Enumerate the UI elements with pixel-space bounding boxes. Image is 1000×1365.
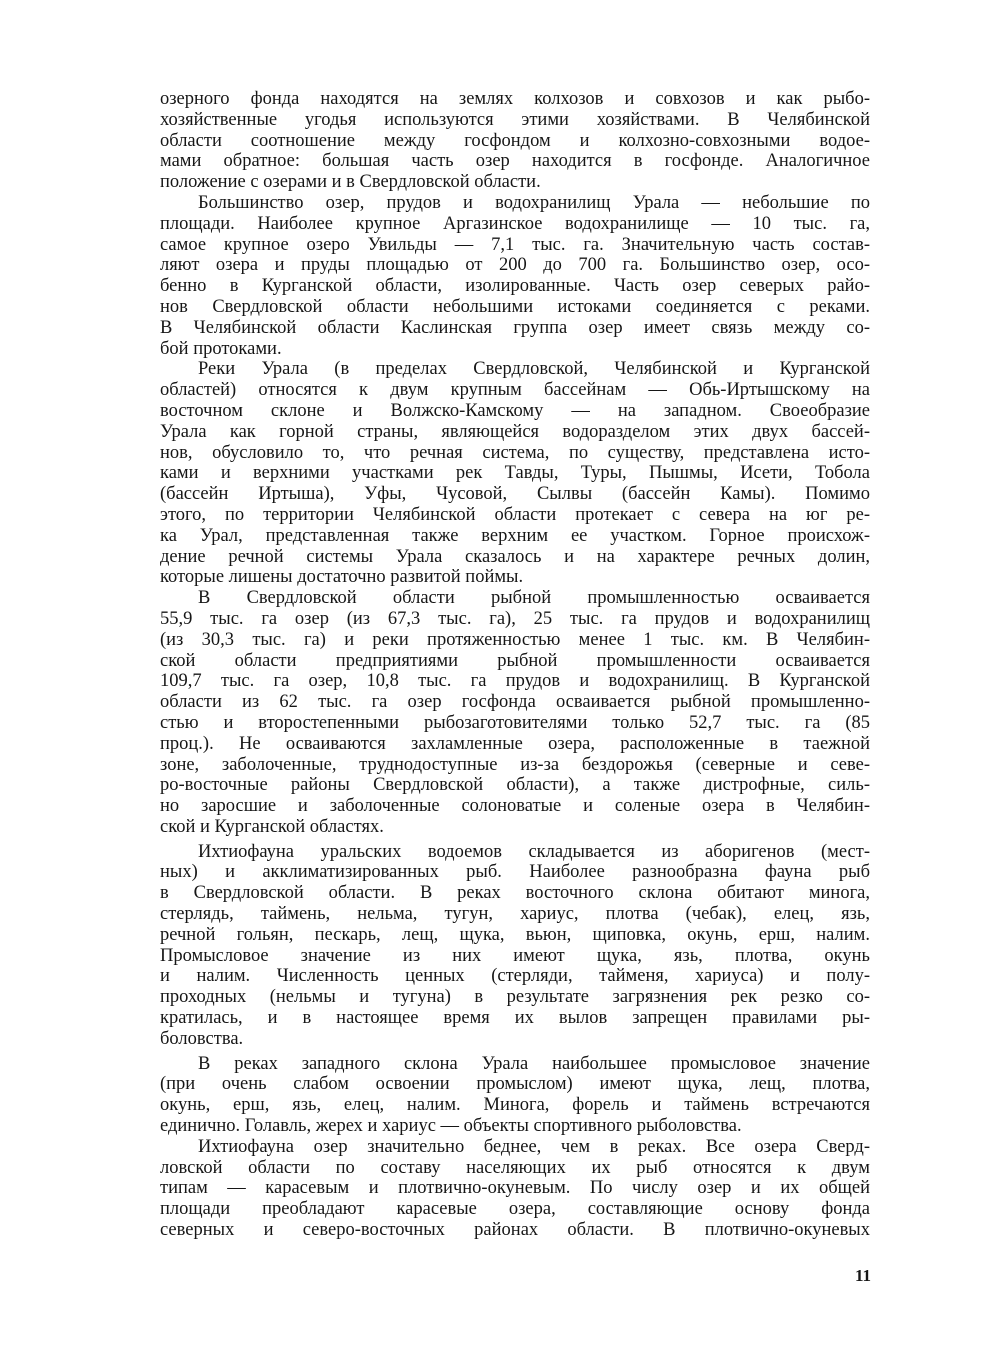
text-line: 109,7 тыс. га озер, 10,8 тыс. га прудов и водохранилищ. В Курганской	[160, 671, 870, 692]
text-line: Урала как горной страны, являющейся водоразделом этих двух бассей-	[160, 421, 870, 442]
page-number: 11	[855, 1266, 872, 1285]
text-line: Большинство озер, прудов и водохранилищ Урала — небольшие по	[198, 192, 870, 213]
text-line: кратилась, и в настоящее время их вылов запрещен правилами ры-	[160, 1008, 870, 1029]
text-line: восточном склоне и Волжско-Камскому — на западном. Своеобразие	[160, 400, 870, 421]
text-line: мами обратное: большая часть озер находится в госфонде. Аналогичное	[160, 151, 870, 172]
text-line: этого, по территории Челябинской области протекает с севера на юг ре-	[160, 504, 870, 525]
text-line: стерлядь, таймень, нельма, тугун, хариус, плотва (чебак), елец, язь,	[160, 904, 870, 925]
text-line: В Свердловской области рыбной промышленностью осваивается	[198, 588, 870, 609]
paragraph	[160, 359, 870, 588]
text-line: но заросшие и заболоченные солоноватые и соленые озера в Челябин-	[160, 796, 870, 817]
text-line: северных и северо-восточных районах области. В плотвично-окуневых	[160, 1220, 870, 1241]
paragraph	[160, 1054, 870, 1137]
text-line: Промысловое значение из них имеют щука, язь, плотва, окунь	[160, 945, 870, 966]
text-line: Ихтиофауна уральских водоемов складывается из аборигенов (мест-	[198, 841, 870, 862]
text-line: ляют озера и пруды площадью от 200 до 700 га. Большинство озер, осо-	[160, 255, 870, 276]
text-line: ловской области по составу населяющих их рыб относятся к двум	[160, 1157, 870, 1178]
text-line: нов Свердловской области небольшими истоками соединяется с реками.	[160, 296, 870, 317]
text-line: озерного фонда находятся на землях колхозов и совхозов и как рыбо-	[160, 89, 870, 109]
paragraph	[160, 193, 870, 359]
text-line: и налим. Численность ценных (стерляди, тайменя, хариуса) и полу-	[160, 966, 870, 987]
text-line: (из 30,3 тыс. га) и реки протяженностью менее 1 тыс. км. В Челябин-	[160, 629, 870, 650]
document-page-text	[160, 89, 870, 1241]
text-line: областей) относятся к двум крупным бассейнам — Обь-Иртышскому на	[160, 380, 870, 401]
text-line: типам — карасевым и плотвично-окуневым. По числу озер и их общей	[160, 1178, 870, 1199]
text-line: ка Урал, представленная также верхним ее участком. Горное происхож-	[160, 525, 870, 546]
text-line: нов, обусловило то, что речная система, по существу, представлена исто-	[160, 442, 870, 463]
text-line: бой протоками.	[160, 338, 282, 359]
text-line: (бассейн Иртыша), Уфы, Чусовой, Сылвы (бассейн Камы). Помимо	[160, 484, 870, 505]
text-line: ской области предприятиями рыбной промышленности осваивается	[160, 650, 870, 671]
text-line: единично. Голавль, жерех и хариус — объекты спортивного рыболовства.	[160, 1116, 742, 1137]
text-line: проходных (нельмы и тугуна) в результате загрязнения рек резко со-	[160, 987, 870, 1008]
text-line: самое крупное озеро Увильды — 7,1 тыс. га. Значительную часть состав-	[160, 234, 870, 255]
text-line: площади преобладают карасевые озера, составляющие основу фонда	[160, 1199, 870, 1220]
text-line: стью и второстепенными рыбозаготовителями только 52,7 тыс. га (85	[160, 712, 870, 733]
text-line: в Свердловской области. В реках восточного склона обитают минога,	[160, 883, 870, 904]
text-line: боловства.	[160, 1028, 244, 1049]
text-line: В Челябинской области Каслинская группа озер имеет связь между со-	[160, 317, 870, 338]
text-line: ками и верхними участками рек Тавды, Туры, Пышмы, Исети, Тобола	[160, 463, 870, 484]
text-line: Реки Урала (в пределах Свердловской, Челябинской и Курганской	[198, 359, 870, 380]
text-line: 55,9 тыс. га озер (из 67,3 тыс. га), 25 тыс. га прудов и водохранилищ	[160, 608, 870, 629]
text-line: области соотношение между госфондом и колхозно-совхозными водое-	[160, 130, 870, 151]
text-line: Ихтиофауна озер значительно беднее, чем в реках. Все озера Сверд-	[198, 1136, 870, 1157]
text-line: (при очень слабом освоении промыслом) имеют щука, лещ, плотва,	[160, 1074, 870, 1095]
text-line: В реках западного склона Урала наибольшее промысловое значение	[198, 1053, 870, 1074]
text-line: ро-восточные районы Свердловской области), а также дистрофные, силь-	[160, 775, 870, 796]
text-line: ской и Курганской областях.	[160, 816, 384, 837]
text-line: площади. Наиболее крупное Аргазинское водохранилище — 10 тыс. га,	[160, 213, 870, 234]
text-line: положение с озерами и в Свердловской области.	[160, 172, 541, 193]
text-line: окунь, ерш, язь, елец, налим. Минога, форель и таймень встречаются	[160, 1095, 870, 1116]
paragraph	[160, 89, 870, 193]
paragraph	[160, 1137, 870, 1241]
text-line: ных) и акклиматизированных рыб. Наиболее разнообразна фауна рыб	[160, 862, 870, 883]
text-line: области из 62 тыс. га озер госфонда осваивается рыбной промышленно-	[160, 692, 870, 713]
text-line: речной гольян, пескарь, лещ, щука, вьюн, щиповка, окунь, ерш, налим.	[160, 924, 870, 945]
text-line: дение речной системы Урала сказалось и на характере речных долин,	[160, 546, 870, 567]
paragraph	[160, 588, 870, 838]
text-line: которые лишены достаточно развитой поймы.	[160, 567, 524, 588]
text-line: бенно в Курганской области, изолированные. Часть озер северых райо-	[160, 276, 870, 297]
paragraph	[160, 842, 870, 1050]
text-line: зоне, заболоченные, труднодоступные из-за бездорожья (северные и севе-	[160, 754, 870, 775]
text-line: хозяйственные угодья используются этими хозяйствами. В Челябинской	[160, 109, 870, 130]
text-line: проц.). Не осваиваются захламленные озера, расположенные в таежной	[160, 733, 870, 754]
